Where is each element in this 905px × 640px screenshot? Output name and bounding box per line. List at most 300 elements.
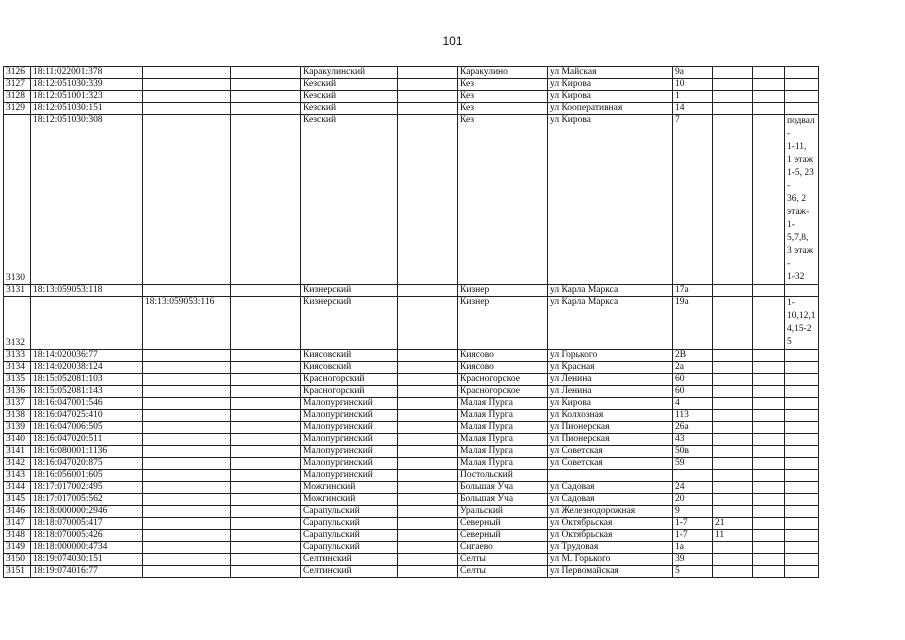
cadastral-number-cell: 18:18:070005:417 (31, 518, 143, 530)
cadastral-number-cell (31, 297, 143, 350)
street-cell: ул Пионерская (548, 422, 673, 434)
empty-cell (398, 482, 458, 494)
cadastral-number-2-cell (143, 434, 231, 446)
locality-cell: Кез (458, 103, 548, 115)
row-number-cell: 3131 (4, 285, 31, 297)
apartment-cell (713, 494, 753, 506)
premises-note-cell (785, 458, 819, 470)
empty-cell (231, 103, 301, 115)
row-number-cell: 3143 (4, 470, 31, 482)
empty-cell (398, 494, 458, 506)
house-number-cell: 60 (673, 386, 713, 398)
empty-cell (231, 446, 301, 458)
empty-cell (398, 67, 458, 79)
district-cell: Сарапульский (301, 542, 398, 554)
empty-cell (398, 506, 458, 518)
empty-cell (753, 566, 785, 578)
street-cell: ул Советская (548, 446, 673, 458)
row-number-cell: 3151 (4, 566, 31, 578)
empty-cell (231, 530, 301, 542)
premises-note-line: 1- (787, 298, 795, 308)
empty-cell (231, 506, 301, 518)
row-number-cell: 3139 (4, 422, 31, 434)
empty-cell (753, 470, 785, 482)
cadastral-number-cell: 18:12:051001:323 (31, 91, 143, 103)
row-number-cell: 3136 (4, 386, 31, 398)
row-number-cell: 3146 (4, 506, 31, 518)
empty-cell (231, 494, 301, 506)
table-row (4, 506, 819, 518)
house-number-cell: 19а (673, 297, 713, 350)
cadastral-number-2-cell (143, 350, 231, 362)
cadastral-number-cell: 18:16:047001:546 (31, 398, 143, 410)
apartment-cell (713, 410, 753, 422)
empty-cell (753, 285, 785, 297)
district-cell: Сарапульский (301, 530, 398, 542)
row-number-cell: 3142 (4, 458, 31, 470)
locality-cell: Каракулино (458, 67, 548, 79)
empty-cell (231, 350, 301, 362)
table-body (4, 67, 819, 578)
premises-note-cell (785, 434, 819, 446)
cadastral-number-cell: 18:16:047020:511 (31, 434, 143, 446)
empty-cell (398, 350, 458, 362)
cadastral-number-2-cell (143, 542, 231, 554)
premises-note-line: 1 этаж (787, 155, 814, 165)
apartment-cell (713, 374, 753, 386)
premises-note-cell (785, 530, 819, 542)
house-number-cell: 1-7 (673, 518, 713, 530)
street-cell: ул Октябрьская (548, 530, 673, 542)
street-cell: ул Карла Маркса (548, 285, 673, 297)
row-number-cell: 3133 (4, 350, 31, 362)
apartment-cell (713, 458, 753, 470)
cadastral-number-cell: 18:14:020036:77 (31, 350, 143, 362)
district-cell: Малопургинский (301, 470, 398, 482)
cadastral-number-cell: 18:15:052081:103 (31, 374, 143, 386)
empty-cell (231, 79, 301, 91)
locality-cell: Северный (458, 530, 548, 542)
premises-note-cell (785, 297, 819, 350)
empty-cell (398, 374, 458, 386)
table-row (4, 285, 819, 297)
empty-cell (753, 386, 785, 398)
premises-note-cell (785, 518, 819, 530)
district-cell: Каракулинский (301, 67, 398, 79)
apartment-cell (713, 115, 753, 285)
apartment-cell (713, 506, 753, 518)
table-row (4, 79, 819, 91)
district-cell: Красногорский (301, 386, 398, 398)
premises-note-cell (785, 103, 819, 115)
empty-cell (753, 446, 785, 458)
cadastral-number-2-cell (143, 530, 231, 542)
premises-note-cell (785, 446, 819, 458)
row-number-cell: 3128 (4, 91, 31, 103)
district-cell: Малопургинский (301, 434, 398, 446)
apartment-cell (713, 446, 753, 458)
premises-note-line: 5,7,8, (787, 233, 809, 243)
district-cell: Кизнерский (301, 297, 398, 350)
street-cell: ул Горького (548, 350, 673, 362)
table-row (4, 518, 819, 530)
row-number-cell: 3126 (4, 67, 31, 79)
house-number-cell: 20 (673, 494, 713, 506)
empty-cell (231, 67, 301, 79)
cadastral-number-cell: 18:17:017005:562 (31, 494, 143, 506)
premises-note-cell (785, 566, 819, 578)
district-cell: Селтинский (301, 566, 398, 578)
cadastral-number-cell: 18:11:022001:378 (31, 67, 143, 79)
cadastral-number-cell: 18:14:020038:124 (31, 362, 143, 374)
empty-cell (231, 470, 301, 482)
cadastral-number-2-cell (143, 67, 231, 79)
empty-cell (398, 386, 458, 398)
apartment-cell (713, 297, 753, 350)
apartment-cell (713, 434, 753, 446)
empty-cell (753, 494, 785, 506)
district-cell: Кезский (301, 79, 398, 91)
empty-cell (398, 91, 458, 103)
row-number-cell: 3132 (4, 297, 31, 350)
empty-cell (398, 470, 458, 482)
district-cell: Малопургинский (301, 410, 398, 422)
empty-cell (231, 434, 301, 446)
street-cell: ул Ленина (548, 386, 673, 398)
empty-cell (231, 422, 301, 434)
empty-cell (753, 422, 785, 434)
table-row (4, 446, 819, 458)
house-number-cell: 2В (673, 350, 713, 362)
empty-cell (398, 398, 458, 410)
empty-cell (398, 79, 458, 91)
apartment-cell (713, 542, 753, 554)
premises-note-cell (785, 362, 819, 374)
table-row (4, 297, 819, 350)
district-cell: Малопургинский (301, 398, 398, 410)
apartment-cell: 11 (713, 530, 753, 542)
apartment-cell (713, 91, 753, 103)
district-cell: Кезский (301, 115, 398, 285)
row-number-cell: 3138 (4, 410, 31, 422)
cadastral-number-2-cell (143, 482, 231, 494)
empty-cell (231, 285, 301, 297)
apartment-cell (713, 422, 753, 434)
empty-cell (753, 103, 785, 115)
district-cell: Киясовский (301, 362, 398, 374)
locality-cell: Киясово (458, 362, 548, 374)
house-number-cell: 9а (673, 67, 713, 79)
empty-cell (398, 115, 458, 285)
apartment-cell (713, 482, 753, 494)
cadastral-number-cell: 18:18:000000:2946 (31, 506, 143, 518)
cadastral-number-2-cell (143, 398, 231, 410)
empty-cell (753, 554, 785, 566)
premises-note-line: 1-5, 23- (787, 168, 814, 191)
house-number-cell: 1-7 (673, 530, 713, 542)
empty-cell (231, 386, 301, 398)
apartment-cell (713, 79, 753, 91)
house-number-cell (673, 470, 713, 482)
cadastral-number-2-cell (143, 494, 231, 506)
locality-cell: Селты (458, 566, 548, 578)
district-cell: Малопургинский (301, 458, 398, 470)
locality-cell: Киясово (458, 350, 548, 362)
empty-cell (231, 297, 301, 350)
district-cell: Можгинский (301, 494, 398, 506)
house-number-cell: 4 (673, 398, 713, 410)
empty-cell (398, 518, 458, 530)
house-number-cell: 7 (673, 115, 713, 285)
cadastral-number-cell: 18:16:080001:1136 (31, 446, 143, 458)
empty-cell (753, 79, 785, 91)
premises-note-cell (785, 422, 819, 434)
empty-cell (753, 530, 785, 542)
premises-note-line: 3 этаж- (787, 246, 814, 269)
street-cell: ул Кооперативная (548, 103, 673, 115)
row-number-cell: 3147 (4, 518, 31, 530)
district-cell: Малопургинский (301, 446, 398, 458)
district-cell: Кезский (301, 103, 398, 115)
empty-cell (753, 115, 785, 285)
street-cell: ул Октябрьская (548, 518, 673, 530)
empty-cell (753, 91, 785, 103)
cadastral-number-cell: 18:18:000000:4734 (31, 542, 143, 554)
table-row (4, 542, 819, 554)
empty-cell (231, 410, 301, 422)
locality-cell: Кез (458, 79, 548, 91)
empty-cell (231, 518, 301, 530)
cadastral-number-2-cell (143, 374, 231, 386)
page-number: 101 (442, 34, 463, 48)
empty-cell (398, 554, 458, 566)
table-row (4, 350, 819, 362)
apartment-cell (713, 103, 753, 115)
house-number-cell: 60 (673, 374, 713, 386)
locality-cell: Сигаево (458, 542, 548, 554)
house-number-cell: 24 (673, 482, 713, 494)
empty-cell (753, 350, 785, 362)
house-number-cell: 10 (673, 79, 713, 91)
cadastral-number-2-cell (143, 103, 231, 115)
empty-cell (753, 398, 785, 410)
row-number-cell: 3148 (4, 530, 31, 542)
street-cell: ул Пионерская (548, 434, 673, 446)
row-number-cell: 3145 (4, 494, 31, 506)
locality-cell: Селты (458, 554, 548, 566)
table-row (4, 422, 819, 434)
house-number-cell: 2а (673, 362, 713, 374)
table-row (4, 410, 819, 422)
street-cell: ул Садовая (548, 482, 673, 494)
cadastral-number-2-cell (143, 386, 231, 398)
cadastral-number-cell: 18:19:074030:151 (31, 554, 143, 566)
empty-cell (753, 374, 785, 386)
house-number-cell: 5 (673, 566, 713, 578)
row-number-cell: 3134 (4, 362, 31, 374)
street-cell: ул М. Горького (548, 554, 673, 566)
cadastral-number-cell: 18:17:017002:495 (31, 482, 143, 494)
premises-note-cell (785, 494, 819, 506)
street-cell: ул Ленина (548, 374, 673, 386)
street-cell: ул Железнодорожная (548, 506, 673, 518)
table-row (4, 386, 819, 398)
cadastral-number-2-cell (143, 470, 231, 482)
empty-cell (398, 542, 458, 554)
street-cell: ул Карла Маркса (548, 297, 673, 350)
apartment-cell (713, 350, 753, 362)
street-cell: ул Кирова (548, 398, 673, 410)
locality-cell: Кез (458, 115, 548, 285)
row-number-cell: 3137 (4, 398, 31, 410)
table-row (4, 470, 819, 482)
district-cell: Кизнерский (301, 285, 398, 297)
table-row (4, 554, 819, 566)
cadastral-number-cell: 18:16:056001:605 (31, 470, 143, 482)
apartment-cell (713, 470, 753, 482)
property-registry-table (3, 66, 819, 578)
empty-cell (231, 566, 301, 578)
premises-note-cell (785, 470, 819, 482)
street-cell: ул Красная (548, 362, 673, 374)
premises-note-line: этаж- 1- (787, 207, 810, 230)
apartment-cell (713, 386, 753, 398)
locality-cell: Малая Пурга (458, 398, 548, 410)
empty-cell (231, 554, 301, 566)
table-row (4, 530, 819, 542)
empty-cell (398, 285, 458, 297)
locality-cell: Кизнер (458, 285, 548, 297)
locality-cell: Малая Пурга (458, 434, 548, 446)
empty-cell (398, 458, 458, 470)
cadastral-number-cell: 18:12:051030:151 (31, 103, 143, 115)
locality-cell: Большая Уча (458, 482, 548, 494)
premises-note-cell (785, 398, 819, 410)
empty-cell (398, 566, 458, 578)
house-number-cell: 14 (673, 103, 713, 115)
cadastral-number-2-cell: 18:13:059053:116 (143, 297, 231, 350)
locality-cell: Малая Пурга (458, 458, 548, 470)
empty-cell (398, 297, 458, 350)
row-number-cell: 3135 (4, 374, 31, 386)
locality-cell: Северный (458, 518, 548, 530)
apartment-cell (713, 566, 753, 578)
cadastral-number-2-cell (143, 458, 231, 470)
house-number-cell: 50в (673, 446, 713, 458)
table-row (4, 103, 819, 115)
row-number-cell: 3149 (4, 542, 31, 554)
locality-cell: Кизнер (458, 297, 548, 350)
locality-cell: Малая Пурга (458, 410, 548, 422)
district-cell: Киясовский (301, 350, 398, 362)
table-row (4, 458, 819, 470)
house-number-cell: 113 (673, 410, 713, 422)
row-number-cell: 3140 (4, 434, 31, 446)
cadastral-number-cell: 18:12:051030:308 (31, 115, 143, 285)
empty-cell (753, 362, 785, 374)
table-row (4, 374, 819, 386)
premises-note-cell (785, 482, 819, 494)
street-cell: ул Кирова (548, 91, 673, 103)
table-row (4, 566, 819, 578)
house-number-cell: 39 (673, 554, 713, 566)
empty-cell (753, 542, 785, 554)
empty-cell (753, 434, 785, 446)
cadastral-number-cell: 18:16:047025:410 (31, 410, 143, 422)
cadastral-number-2-cell (143, 446, 231, 458)
premises-note-line: 1-11, (787, 142, 807, 152)
district-cell: Можгинский (301, 482, 398, 494)
empty-cell (231, 542, 301, 554)
locality-cell: Малая Пурга (458, 446, 548, 458)
cadastral-number-cell: 18:12:051030:339 (31, 79, 143, 91)
house-number-cell: 1а (673, 542, 713, 554)
empty-cell (231, 374, 301, 386)
cadastral-number-2-cell (143, 422, 231, 434)
table-row (4, 362, 819, 374)
row-number-cell: 3141 (4, 446, 31, 458)
row-number-cell: 3130 (4, 115, 31, 285)
cadastral-number-cell: 18:16:047020:875 (31, 458, 143, 470)
street-cell: ул Майская (548, 67, 673, 79)
premises-note-cell (785, 506, 819, 518)
apartment-cell: 21 (713, 518, 753, 530)
row-number-cell: 3144 (4, 482, 31, 494)
cadastral-number-2-cell (143, 362, 231, 374)
row-number-cell: 3150 (4, 554, 31, 566)
premises-note-cell (785, 285, 819, 297)
empty-cell (753, 458, 785, 470)
cadastral-number-cell: 18:15:052081:143 (31, 386, 143, 398)
empty-cell (753, 67, 785, 79)
empty-cell (398, 362, 458, 374)
premises-note-cell (785, 542, 819, 554)
cadastral-number-cell: 18:13:059053:118 (31, 285, 143, 297)
empty-cell (753, 518, 785, 530)
row-number-cell: 3127 (4, 79, 31, 91)
cadastral-number-2-cell (143, 115, 231, 285)
locality-cell: Постольский (458, 470, 548, 482)
cadastral-number-cell: 18:16:047006:505 (31, 422, 143, 434)
cadastral-number-cell: 18:18:070005:426 (31, 530, 143, 542)
empty-cell (398, 530, 458, 542)
premises-note-cell (785, 67, 819, 79)
cadastral-number-2-cell (143, 554, 231, 566)
street-cell: ул Кирова (548, 79, 673, 91)
cadastral-number-2-cell (143, 285, 231, 297)
cadastral-number-2-cell (143, 506, 231, 518)
street-cell: ул Садовая (548, 494, 673, 506)
premises-note-cell (785, 115, 819, 285)
district-cell: Малопургинский (301, 422, 398, 434)
district-cell: Селтинский (301, 554, 398, 566)
premises-note-line: 36, 2 (787, 194, 806, 204)
street-cell: ул Советская (548, 458, 673, 470)
street-cell: ул Трудовая (548, 542, 673, 554)
street-cell: ул Колхозная (548, 410, 673, 422)
table-row (4, 482, 819, 494)
district-cell: Сарапульский (301, 518, 398, 530)
cadastral-number-cell: 18:19:074016:77 (31, 566, 143, 578)
table-row (4, 398, 819, 410)
apartment-cell (713, 67, 753, 79)
house-number-cell: 17а (673, 285, 713, 297)
empty-cell (398, 446, 458, 458)
apartment-cell (713, 285, 753, 297)
premises-note-cell (785, 91, 819, 103)
premises-note-line: 4,15-25 (787, 324, 812, 347)
empty-cell (398, 410, 458, 422)
